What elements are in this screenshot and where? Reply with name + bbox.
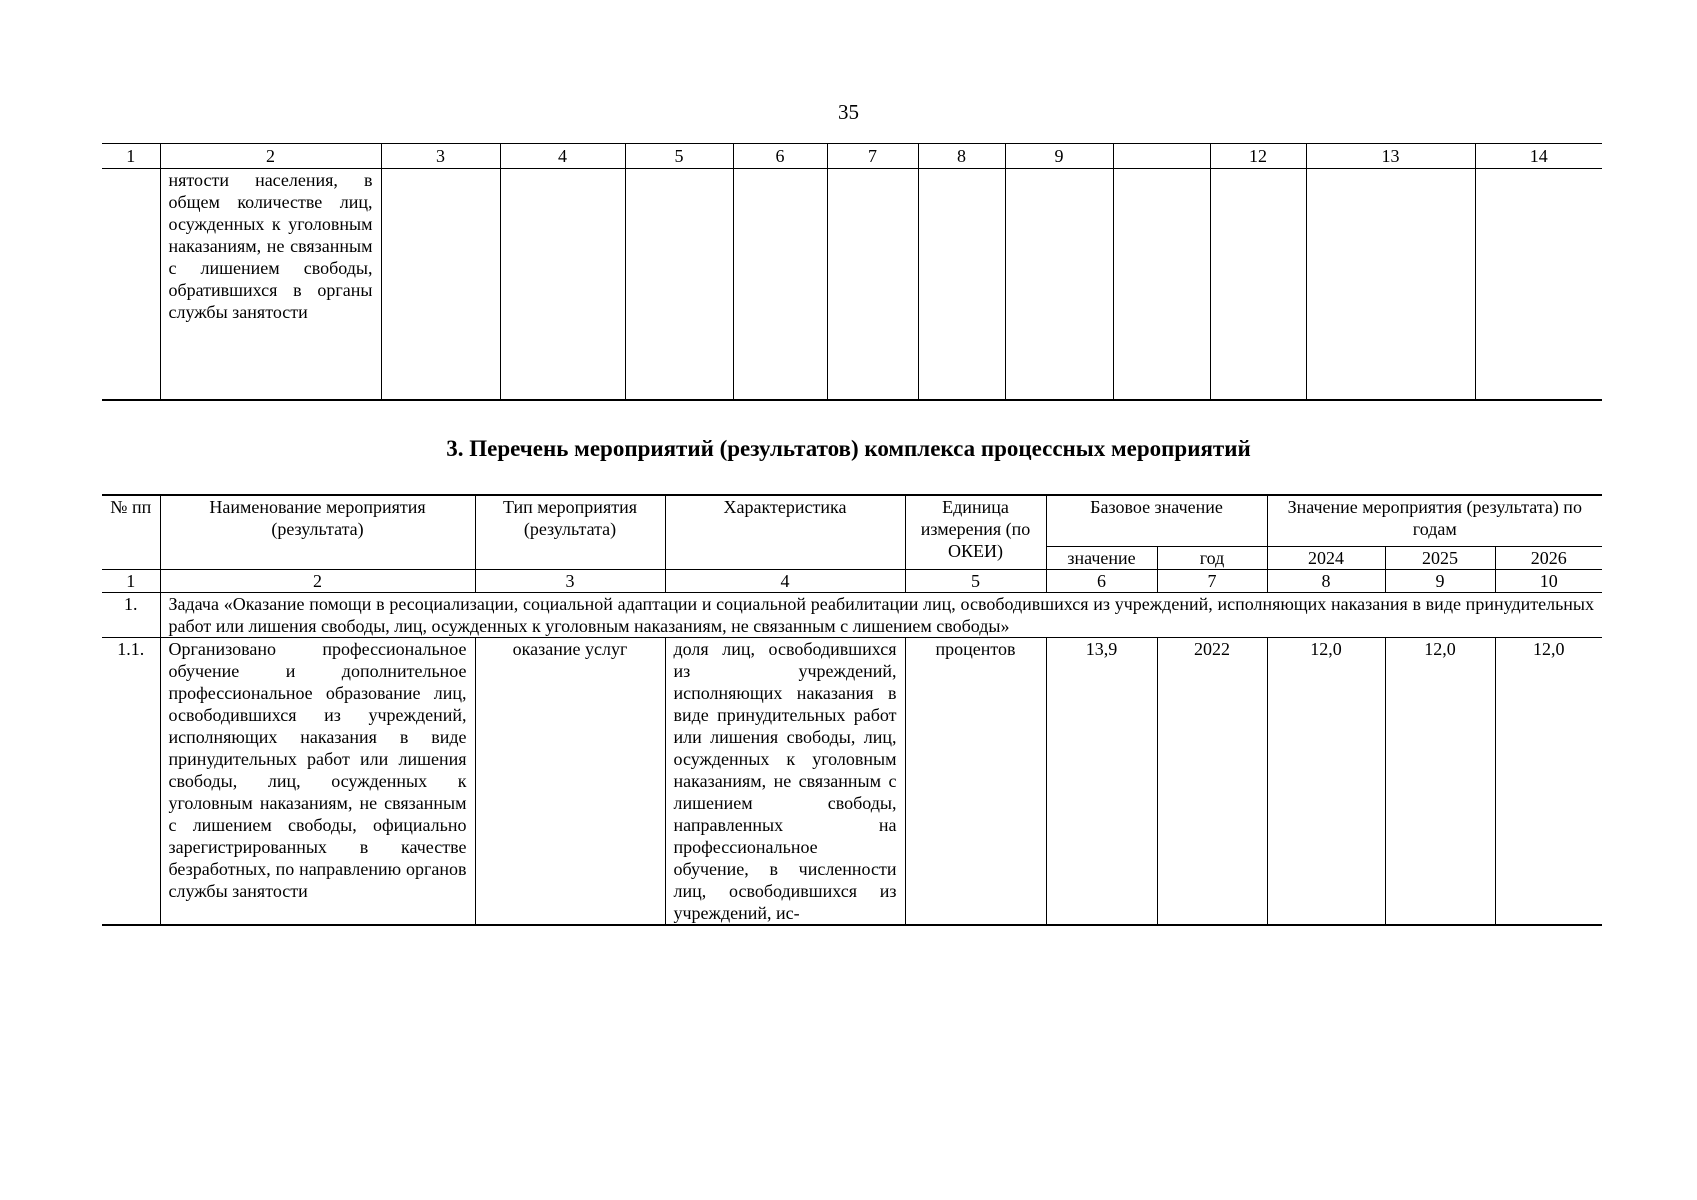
row-value-2025: 12,0 — [1385, 638, 1495, 926]
task-row — [102, 593, 1602, 638]
row-value-2026: 12,0 — [1495, 638, 1602, 926]
header-num: № пп — [102, 495, 160, 570]
continuation-header-row — [102, 144, 1602, 169]
header-base-year: год — [1157, 547, 1267, 570]
continuation-row — [102, 169, 1602, 401]
col-header: 3 — [381, 144, 500, 169]
col-header: 9 — [1005, 144, 1113, 169]
col-header: 4 — [500, 144, 625, 169]
col-header: 12 — [1210, 144, 1306, 169]
col-header: 13 — [1306, 144, 1475, 169]
col-header: 14 — [1475, 144, 1602, 169]
column-number-row — [102, 570, 1602, 593]
row-characteristic: доля лиц, освободившихся из учреждений, исполняющих наказания в виде принудительных работ или лишения свободы, лиц, осужденных к уголовным наказаниям, не связанным с лишением свободы, направленных на профессиональное обучение, в численности лиц, освободившихся из учреждений, ис- — [665, 638, 905, 926]
col-number: 3 — [475, 570, 665, 593]
row-base-year: 2022 — [1157, 638, 1267, 926]
col-number: 5 — [905, 570, 1046, 593]
header-year-2024: 2024 — [1267, 547, 1385, 570]
col-header: 8 — [918, 144, 1005, 169]
row-base-value: 13,9 — [1046, 638, 1157, 926]
col-number: 10 — [1495, 570, 1602, 593]
table-row — [102, 638, 1602, 926]
header-characteristic: Характеристика — [665, 495, 905, 570]
col-header: 5 — [625, 144, 733, 169]
header-year-2025: 2025 — [1385, 547, 1495, 570]
col-number: 4 — [665, 570, 905, 593]
col-header: 2 — [160, 144, 381, 169]
header-base-value: значение — [1046, 547, 1157, 570]
header-name: Наименование мероприятия (результата) — [160, 495, 475, 570]
col-header: 7 — [827, 144, 918, 169]
task-num: 1. — [102, 593, 160, 638]
header-unit: Единица измерения (по ОКЕИ) — [905, 495, 1046, 570]
header-base: Базовое значение — [1046, 495, 1267, 547]
header-row-1 — [102, 495, 1602, 547]
col-number: 6 — [1046, 570, 1157, 593]
col-header: 1 — [102, 144, 160, 169]
row-type: оказание услуг — [475, 638, 665, 926]
col-header: 6 — [733, 144, 827, 169]
page-number: 35 — [838, 100, 859, 124]
continuation-text: нятости населения, в общем количестве лиц, осужденных к уголовным наказаниям, не связанным с лишением свободы, обратившихся в органы службы занятости — [160, 169, 381, 401]
header-by-years: Значение мероприятия (результата) по годам — [1267, 495, 1602, 547]
col-number: 8 — [1267, 570, 1385, 593]
header-year-2026: 2026 — [1495, 547, 1602, 570]
section-title: 3. Перечень мероприятий (результатов) комплекса процессных мероприятий — [446, 436, 1251, 461]
col-number: 1 — [102, 570, 160, 593]
col-number: 7 — [1157, 570, 1267, 593]
row-unit: процентов — [905, 638, 1046, 926]
row-name: Организовано профессиональное обучение и дополнительное профессиональное образование лиц, освободившихся из учреждений, исполняющих наказания в виде принудительных работ или лишения свободы, лиц, осужденных к уголовным наказаниям, не связанным с лишением свободы, официально зарегистрированных в качестве безработных, по направлению органов службы занятости — [160, 638, 475, 926]
row-num: 1.1. — [102, 638, 160, 926]
continuation-table — [102, 143, 1602, 401]
col-header — [1113, 144, 1210, 169]
row-value-2024: 12,0 — [1267, 638, 1385, 926]
col-number: 2 — [160, 570, 475, 593]
header-type: Тип мероприятия (результата) — [475, 495, 665, 570]
task-text: Задача «Оказание помощи в ресоциализации, социальной адаптации и социальной реабилитации лиц, освободившихся из учреждений, исполняющих наказания в виде принудительных работ или лишения свободы, лиц, осужденных к уголовным наказаниям, не связанным с лишением свободы» — [160, 593, 1602, 638]
col-number: 9 — [1385, 570, 1495, 593]
measures-table — [102, 494, 1602, 926]
